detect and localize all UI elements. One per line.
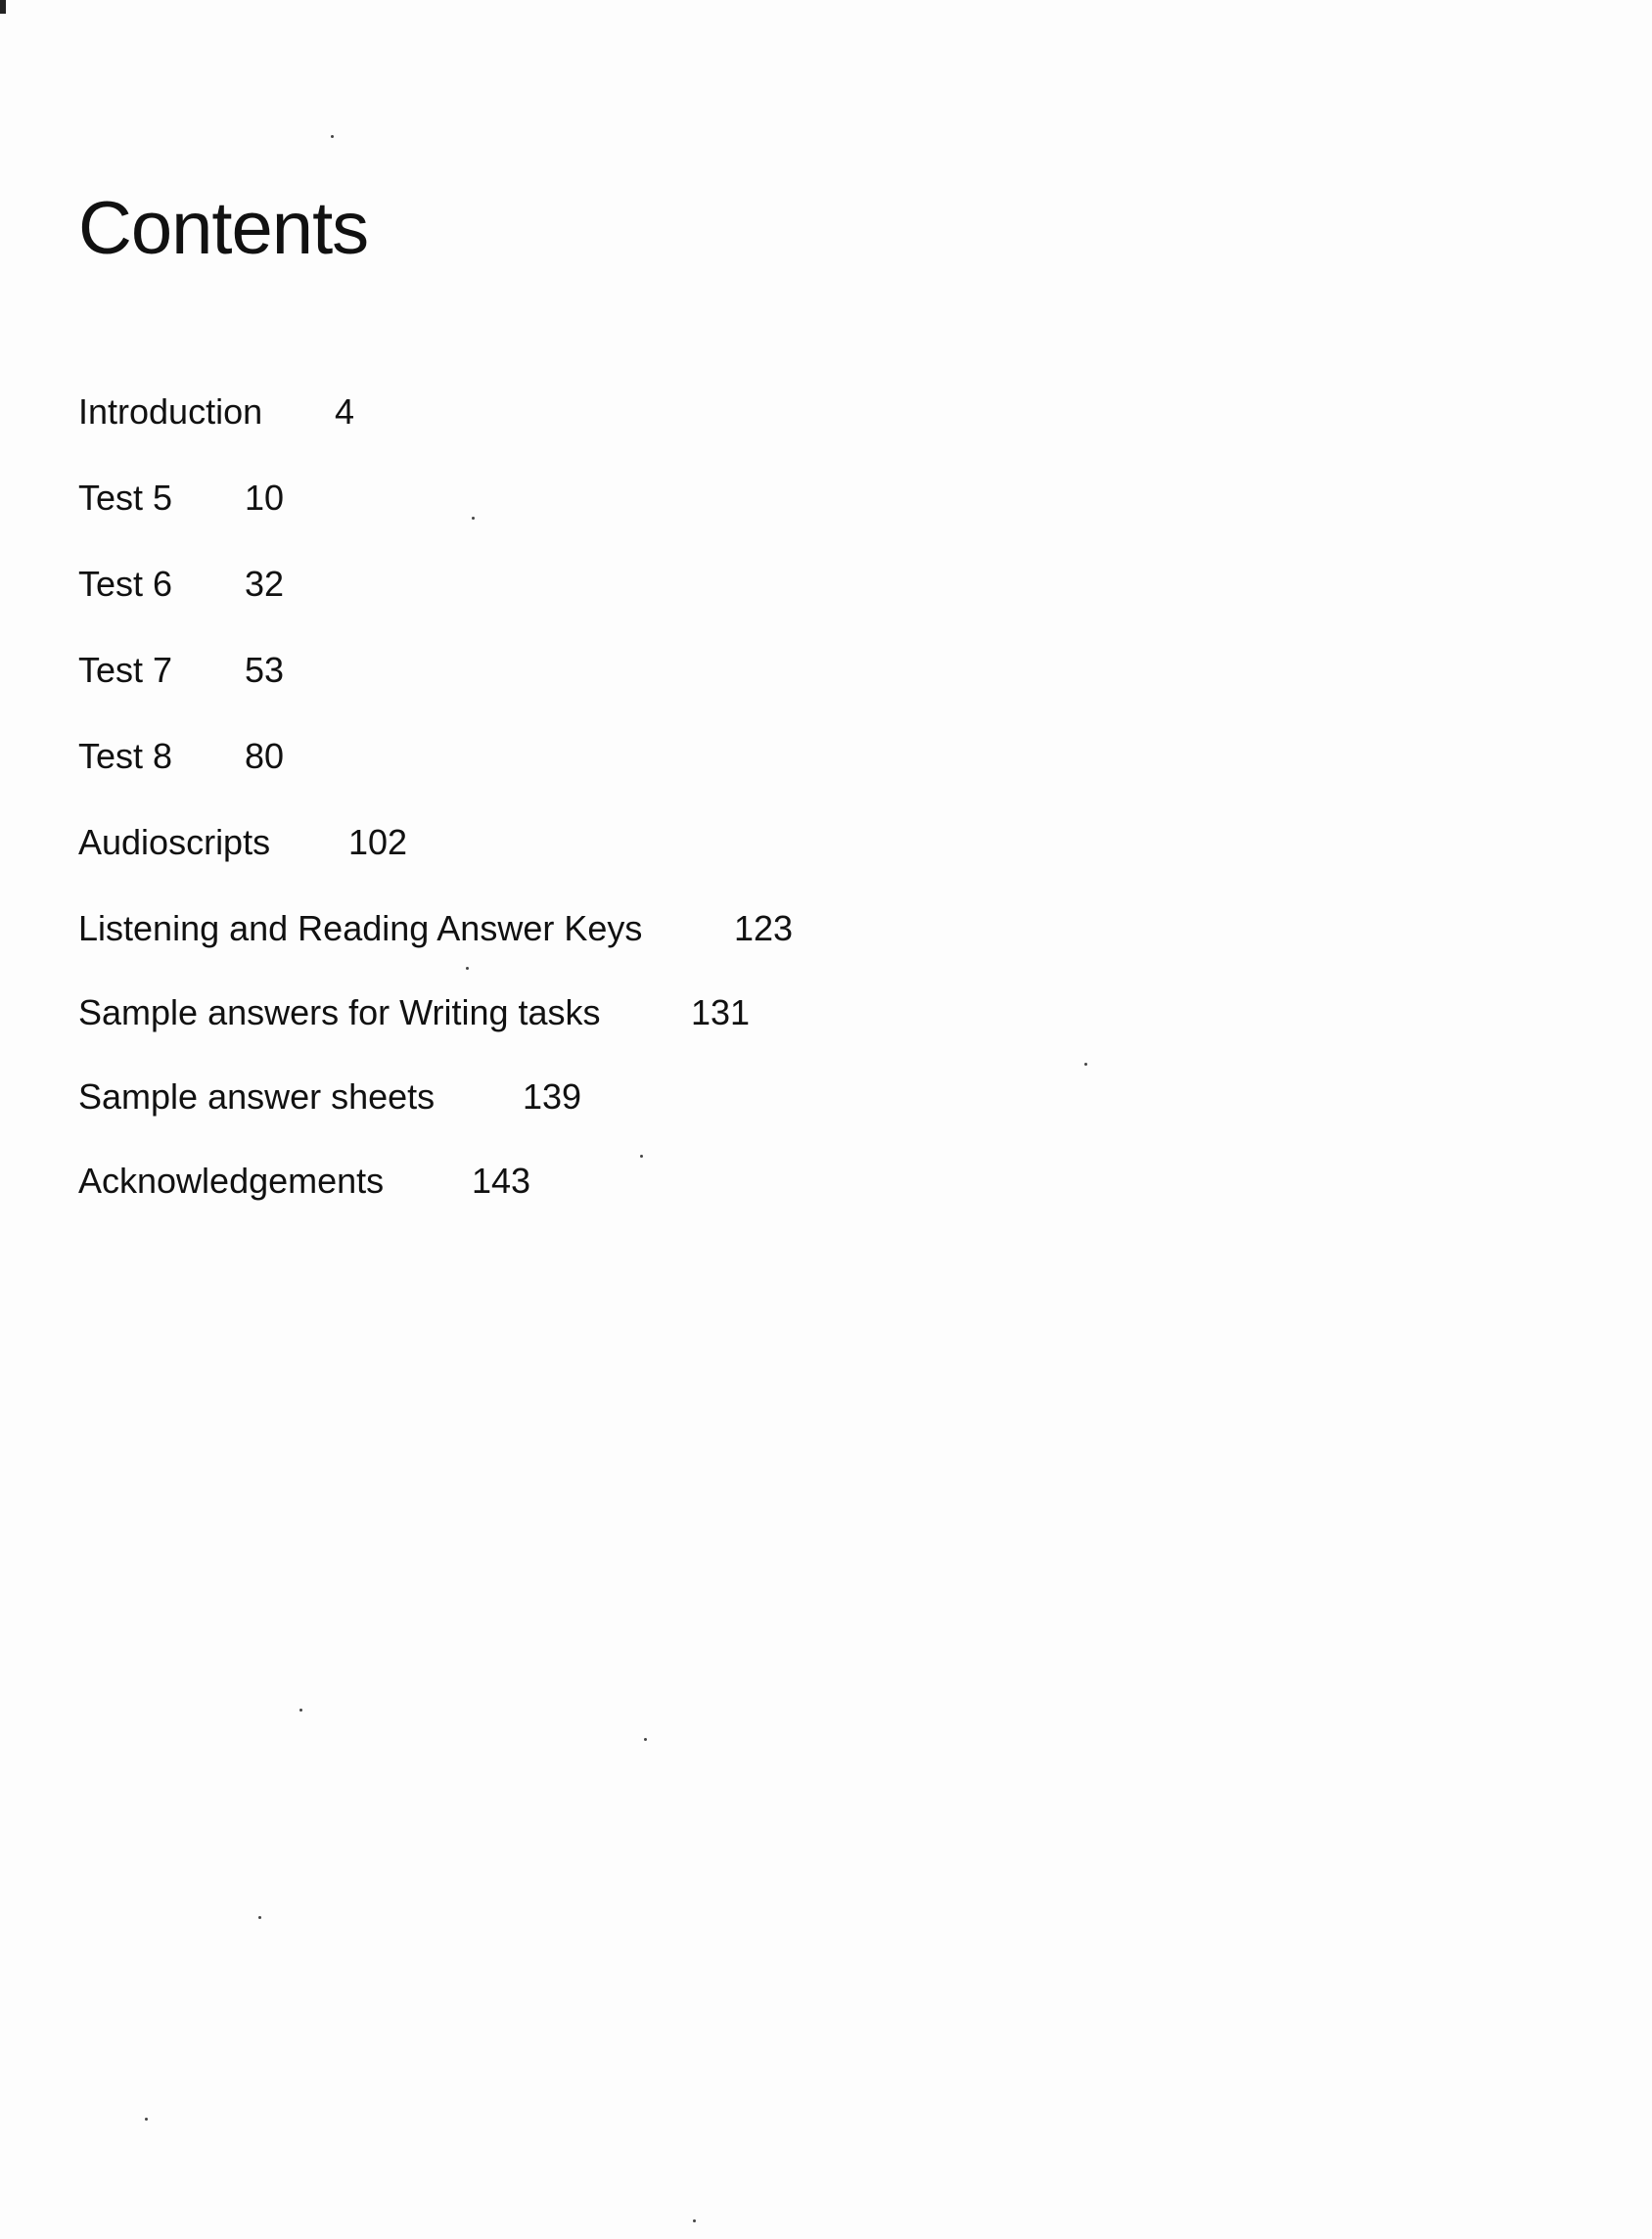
scan-speck [466,967,469,970]
toc-entry-page-number: 32 [245,564,285,604]
toc-entry-label: Introduction [78,391,263,432]
toc-entry-label: Sample answers for Writing tasks [78,992,601,1032]
toc-entry-label: Test 6 [78,564,173,604]
scan-speck [640,1155,643,1158]
toc-entry-label: Audioscripts [78,822,271,862]
scan-speck [644,1738,647,1741]
toc-entry-page-number: 10 [245,478,285,518]
toc-entry-page-number: 53 [245,650,285,690]
toc-entry-label: Acknowledgements [78,1161,385,1201]
toc-entry-page-number: 123 [734,908,794,948]
toc-entry-label: Sample answer sheets [78,1076,436,1117]
toc-entry-page-number: 102 [348,822,408,862]
page-title: Contents [78,187,369,270]
toc-entry-label: Test 8 [78,736,173,776]
toc-entry-label: Test 5 [78,478,173,518]
scan-speck [693,2219,696,2222]
scan-speck [1084,1063,1087,1066]
toc-entry-label: Test 7 [78,650,173,690]
toc-entry-label: Listening and Reading Answer Keys [78,908,643,948]
scan-speck [331,135,334,138]
toc-entry-page-number: 139 [523,1076,582,1117]
toc-entry-page-number: 131 [691,992,751,1032]
scan-speck [472,517,475,520]
toc-entry-page-number: 80 [245,736,285,776]
scan-speck [299,1709,302,1712]
scan-edge-mark [0,0,6,14]
scan-speck [258,1916,261,1919]
scan-speck [145,2118,148,2121]
toc-entry-page-number: 143 [472,1161,531,1201]
toc-entry-page-number: 4 [335,391,355,432]
